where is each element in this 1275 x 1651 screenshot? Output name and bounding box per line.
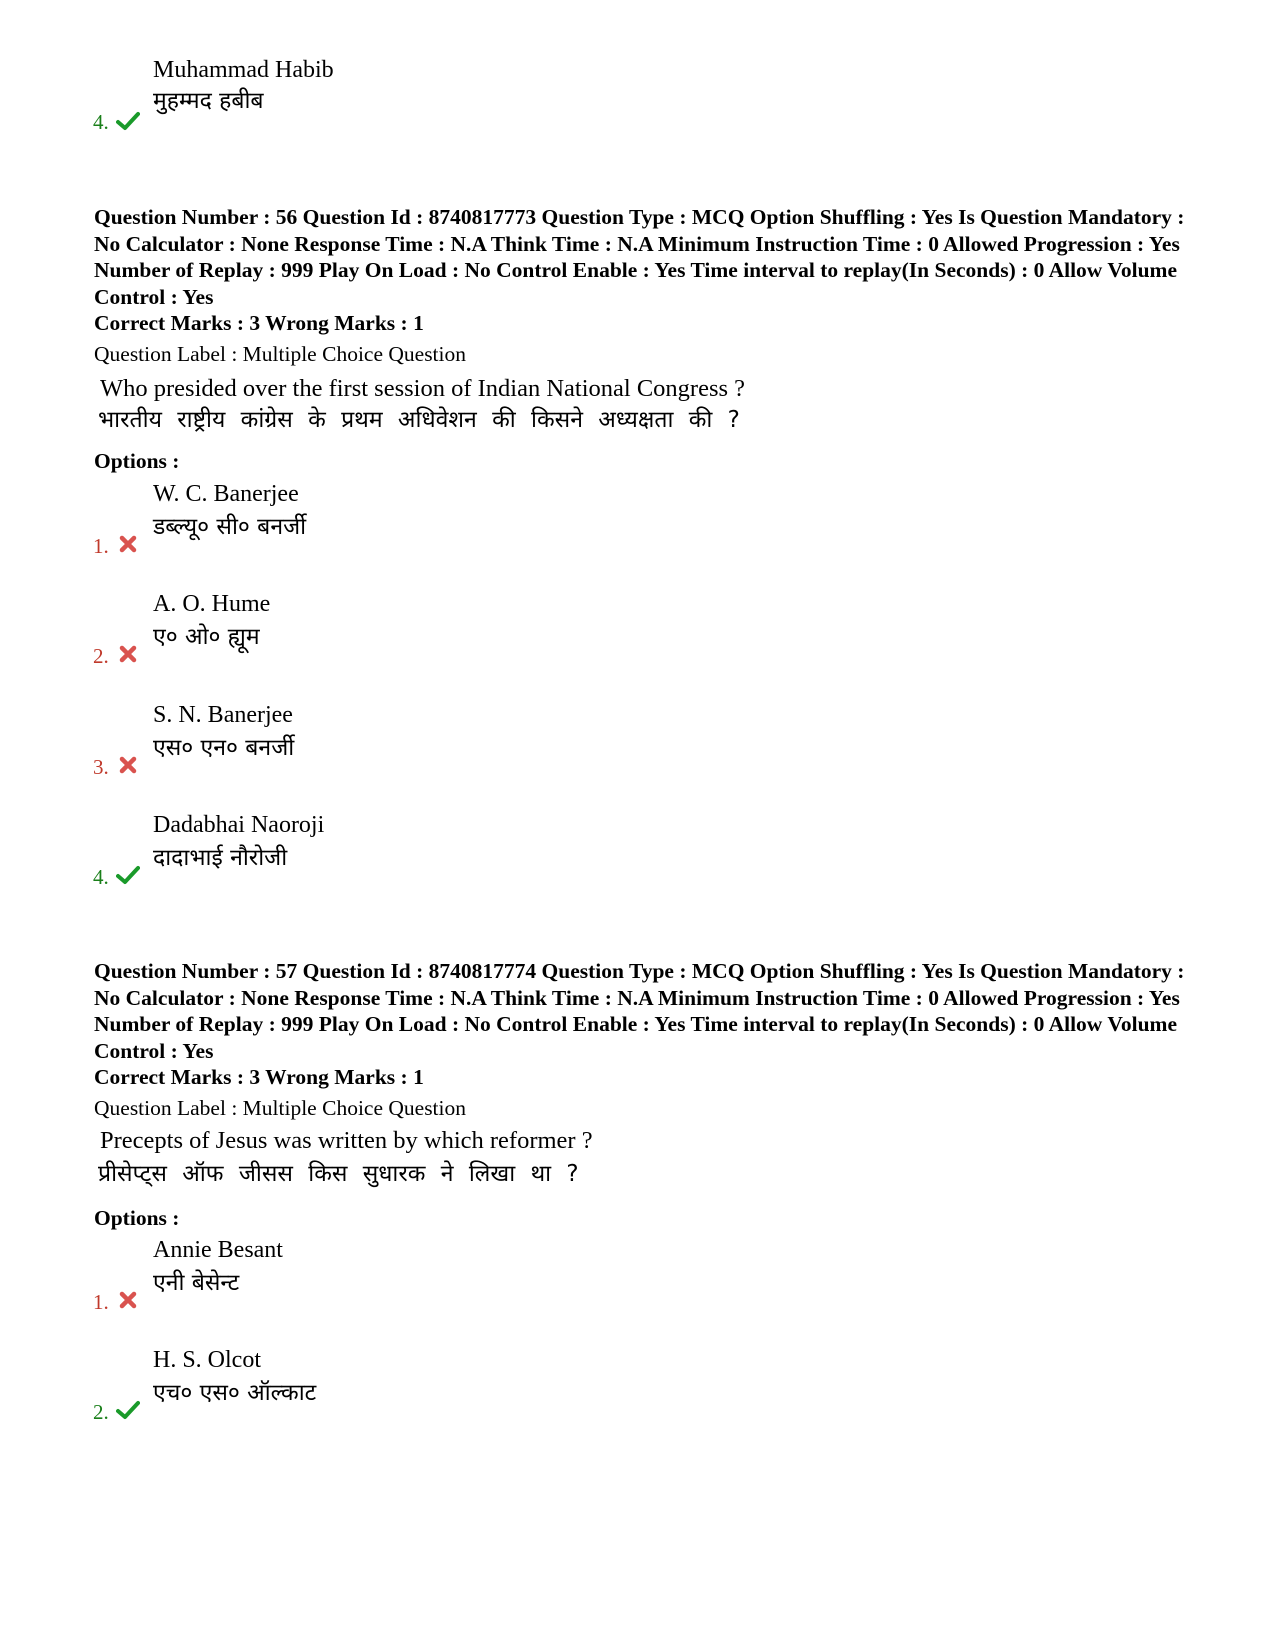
question-label: Question Label : Multiple Choice Question: [94, 342, 467, 366]
option-number: 4.: [93, 865, 109, 889]
option-text-en: A. O. Hume: [153, 591, 271, 617]
cross-icon: [116, 642, 140, 666]
option-text-en: H. S. Olcot: [153, 1347, 261, 1373]
question-marks: Correct Marks : 3 Wrong Marks : 1: [94, 1065, 424, 1089]
option-text-en: S. N. Banerjee: [153, 702, 293, 728]
cross-icon: [116, 532, 140, 556]
option-text-hi: मुहम्मद हबीब: [153, 88, 264, 114]
option-item: [0, 1236, 700, 1316]
question-text-en: Precepts of Jesus was written by which reformer ?: [100, 1127, 593, 1154]
option-text-hi: एस० एन० बनर्जी: [153, 735, 295, 761]
option-number: 1.: [93, 534, 109, 558]
option-number: 3.: [93, 755, 109, 779]
option-text-en: Muhammad Habib: [153, 57, 334, 83]
option-item: [0, 480, 700, 560]
question-text-en: Who presided over the first session of Indian National Congress ?: [100, 375, 746, 402]
option-number: 4.: [93, 110, 109, 134]
option-text-en: Annie Besant: [153, 1237, 283, 1263]
option-number: 2.: [93, 644, 109, 668]
option-number: 1.: [93, 1290, 109, 1314]
cross-icon: [116, 753, 140, 777]
option-number: 2.: [93, 1400, 109, 1424]
check-icon: [116, 863, 140, 887]
option-item: [0, 811, 700, 891]
question-meta: Question Number : 56 Question Id : 8740817773 Question Type : MCQ Option Shuffling : Yes Is Question Mandatory : No Calculator : None Response Time : N.A Think Time : N.A Minimum Instruction Time : 0 Allowed Progression : Yes Number of Replay : 999 Play On Load : No Control Enable : Yes Time interval to replay(In Seconds) : 0 Allow Volume Control : Yes: [94, 205, 1185, 309]
options-heading: Options :: [94, 449, 180, 473]
check-icon: [116, 1398, 140, 1422]
option-text-en: W. C. Banerjee: [153, 481, 299, 507]
option-text-en: Dadabhai Naoroji: [153, 812, 325, 838]
option-text-hi: एच० एस० ऑल्काट: [153, 1380, 317, 1406]
option-text-hi: एनी बेसेन्ट: [153, 1270, 240, 1296]
question-text-hi: प्रीसेप्ट्स ऑफ जीसस किस सुधारक ने लिखा था ?: [98, 1161, 579, 1187]
option-text-hi: ए० ओ० ह्यूम: [153, 624, 260, 650]
option-item: [0, 56, 700, 136]
options-heading: Options :: [94, 1206, 180, 1230]
cross-icon: [116, 1288, 140, 1312]
question-text-hi: भारतीय राष्ट्रीय कांग्रेस के प्रथम अधिवेशन की किसने अध्यक्षता की ?: [98, 407, 740, 433]
question-meta: Question Number : 57 Question Id : 8740817774 Question Type : MCQ Option Shuffling : Yes Is Question Mandatory : No Calculator : None Response Time : N.A Think Time : N.A Minimum Instruction Time : 0 Allowed Progression : Yes Number of Replay : 999 Play On Load : No Control Enable : Yes Time interval to replay(In Seconds) : 0 Allow Volume Control : Yes: [94, 959, 1185, 1063]
option-item: [0, 1346, 700, 1426]
question-label: Question Label : Multiple Choice Question: [94, 1096, 467, 1120]
option-item: [0, 590, 700, 670]
check-icon: [116, 109, 140, 133]
question-marks: Correct Marks : 3 Wrong Marks : 1: [94, 311, 424, 335]
option-item: [0, 701, 700, 781]
option-text-hi: दादाभाई नौरोजी: [153, 845, 288, 871]
option-text-hi: डब्ल्यू० सी० बनर्जी: [153, 514, 307, 540]
